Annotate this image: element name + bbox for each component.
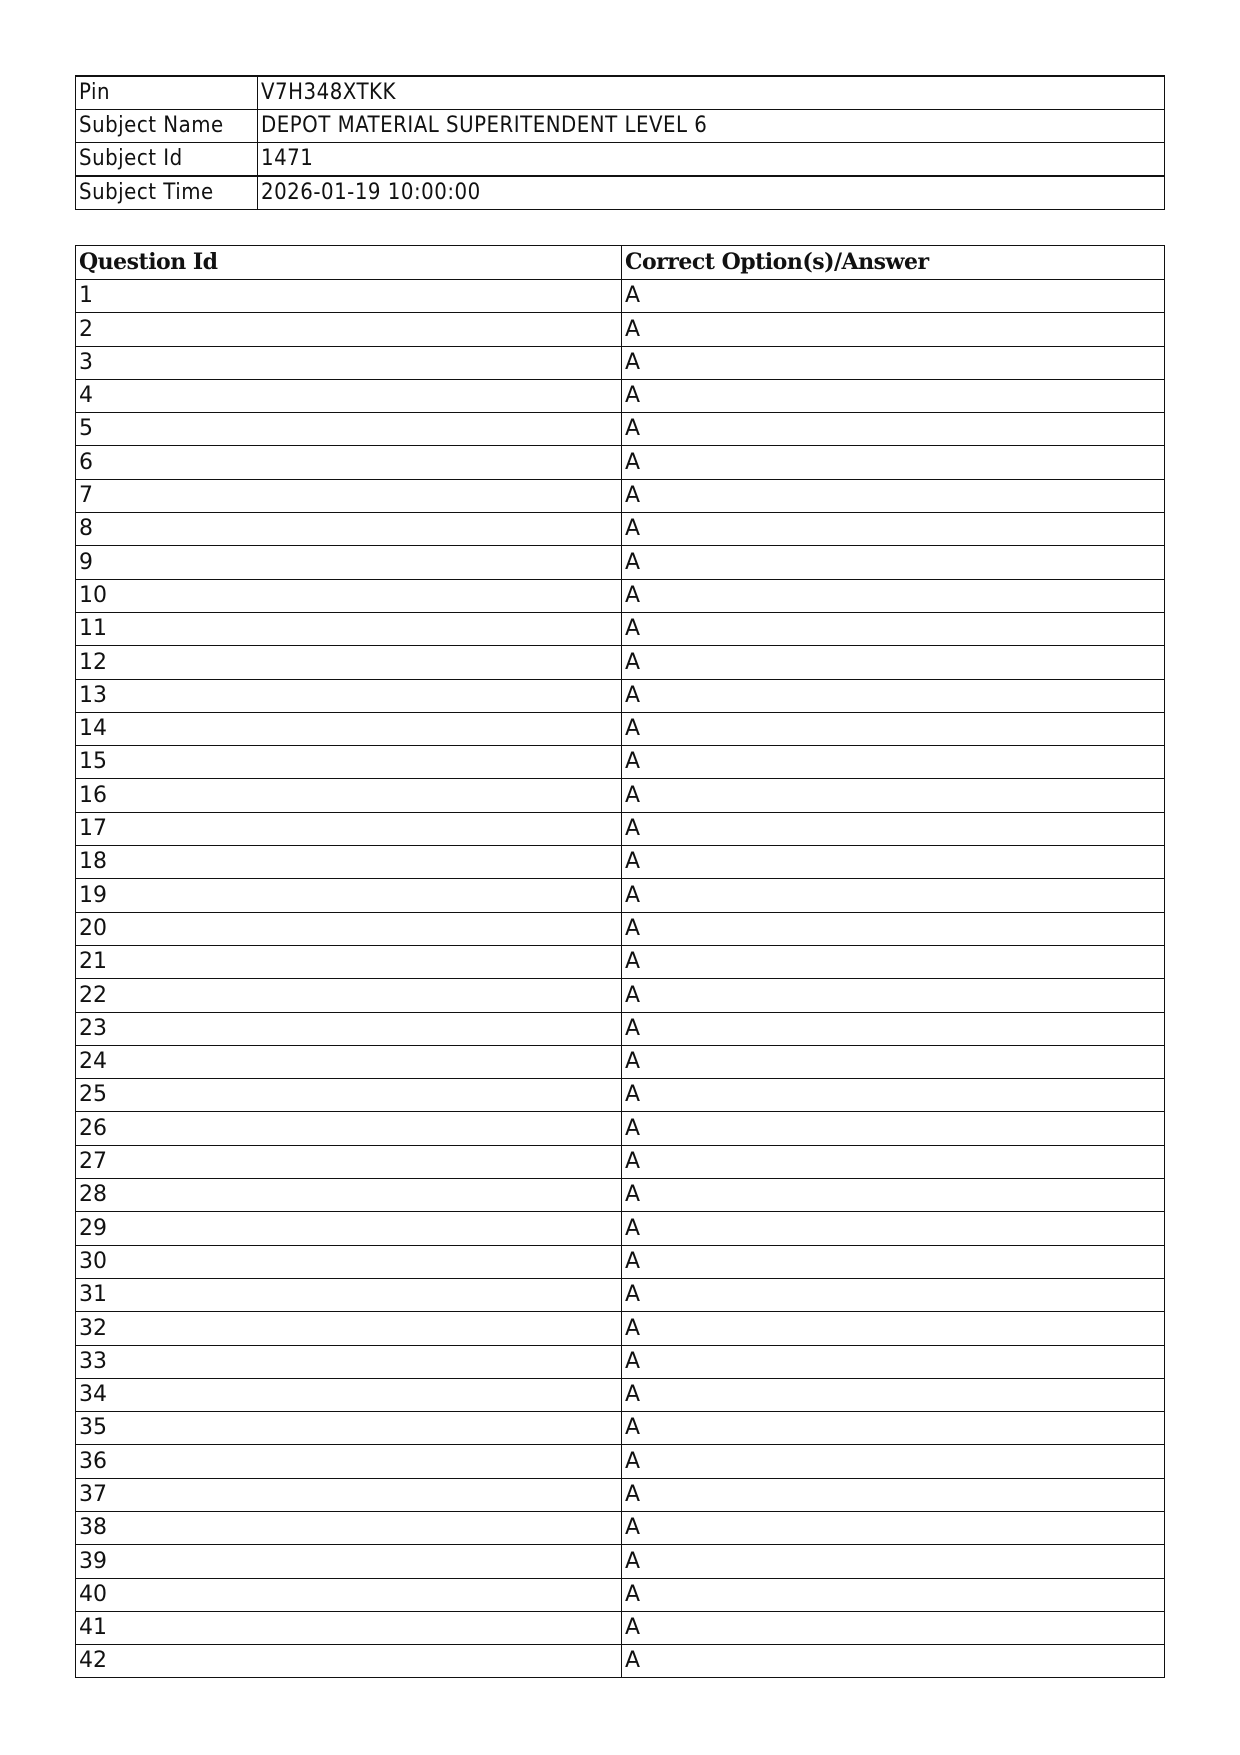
- question-id-cell: 21: [76, 945, 622, 978]
- question-id-cell: 18: [76, 846, 622, 879]
- question-id-cell: 37: [76, 1478, 622, 1511]
- correct-answer-cell: A: [622, 879, 1165, 912]
- correct-answer-cell: A: [622, 1445, 1165, 1478]
- table-row: [76, 1312, 1165, 1345]
- answer-key-header-row: [76, 246, 1165, 280]
- correct-answer-cell: A: [622, 1112, 1165, 1145]
- table-row: [76, 546, 1165, 579]
- info-row-subject-name: [76, 110, 1165, 143]
- table-row: [76, 1478, 1165, 1511]
- question-id-cell: 36: [76, 1445, 622, 1478]
- correct-answer-cell: A: [622, 413, 1165, 446]
- question-id-cell: 9: [76, 546, 622, 579]
- correct-answer-cell: A: [622, 679, 1165, 712]
- question-id-cell: 12: [76, 646, 622, 679]
- correct-answer-cell: A: [622, 1012, 1165, 1045]
- subject-info-table: [75, 75, 1165, 210]
- table-row: [76, 1345, 1165, 1378]
- question-id-cell: 30: [76, 1245, 622, 1278]
- question-id-cell: 29: [76, 1212, 622, 1245]
- question-id-cell: 14: [76, 712, 622, 745]
- table-row: [76, 579, 1165, 612]
- correct-answer-cell: A: [622, 712, 1165, 745]
- table-row: [76, 746, 1165, 779]
- table-row: [76, 1545, 1165, 1578]
- table-row: [76, 1511, 1165, 1544]
- correct-answer-cell: A: [622, 1179, 1165, 1212]
- table-row: [76, 1079, 1165, 1112]
- table-row: [76, 513, 1165, 546]
- correct-answer-cell: A: [622, 446, 1165, 479]
- column-header-correct-answer: Correct Option(s)/Answer: [622, 246, 1165, 280]
- table-row: [76, 346, 1165, 379]
- table-row: [76, 1045, 1165, 1078]
- question-id-cell: 26: [76, 1112, 622, 1145]
- question-id-cell: 2: [76, 313, 622, 346]
- question-id-cell: 5: [76, 413, 622, 446]
- table-row: [76, 679, 1165, 712]
- correct-answer-cell: A: [622, 1545, 1165, 1578]
- table-row: [76, 612, 1165, 645]
- question-id-cell: 34: [76, 1378, 622, 1411]
- table-row: [76, 1578, 1165, 1611]
- table-row: [76, 912, 1165, 945]
- question-id-cell: 20: [76, 912, 622, 945]
- correct-answer-cell: A: [622, 1212, 1165, 1245]
- table-row: [76, 280, 1165, 313]
- table-row: [76, 379, 1165, 412]
- correct-answer-cell: A: [622, 912, 1165, 945]
- correct-answer-cell: A: [622, 779, 1165, 812]
- correct-answer-cell: A: [622, 1278, 1165, 1311]
- correct-answer-cell: A: [622, 546, 1165, 579]
- question-id-cell: 39: [76, 1545, 622, 1578]
- question-id-cell: 19: [76, 879, 622, 912]
- info-row-pin: [76, 76, 1165, 110]
- question-id-cell: 41: [76, 1611, 622, 1644]
- correct-answer-cell: A: [622, 1045, 1165, 1078]
- correct-answer-cell: A: [622, 1079, 1165, 1112]
- question-id-cell: 31: [76, 1278, 622, 1311]
- table-row: [76, 1445, 1165, 1478]
- question-id-cell: 7: [76, 479, 622, 512]
- question-id-cell: 13: [76, 679, 622, 712]
- table-row: [76, 1378, 1165, 1411]
- question-id-cell: 27: [76, 1145, 622, 1178]
- table-row: [76, 846, 1165, 879]
- correct-answer-cell: A: [622, 1412, 1165, 1445]
- table-row: [76, 1412, 1165, 1445]
- question-id-cell: 40: [76, 1578, 622, 1611]
- correct-answer-cell: A: [622, 346, 1165, 379]
- table-row: [76, 1179, 1165, 1212]
- info-label: Subject Name: [76, 110, 258, 143]
- table-row: [76, 779, 1165, 812]
- correct-answer-cell: A: [622, 1645, 1165, 1678]
- question-id-cell: 28: [76, 1179, 622, 1212]
- column-header-question-id: Question Id: [76, 246, 622, 280]
- table-row: [76, 413, 1165, 446]
- table-row: [76, 1112, 1165, 1145]
- correct-answer-cell: A: [622, 1511, 1165, 1544]
- correct-answer-cell: A: [622, 1312, 1165, 1345]
- correct-answer-cell: A: [622, 1611, 1165, 1644]
- correct-answer-cell: A: [622, 612, 1165, 645]
- subject-info-body: [76, 76, 1165, 210]
- question-id-cell: 42: [76, 1645, 622, 1678]
- question-id-cell: 33: [76, 1345, 622, 1378]
- info-value: V7H348XTKK: [258, 76, 1165, 110]
- correct-answer-cell: A: [622, 513, 1165, 546]
- correct-answer-cell: A: [622, 280, 1165, 313]
- correct-answer-cell: A: [622, 1478, 1165, 1511]
- table-row: [76, 1611, 1165, 1644]
- table-row: [76, 945, 1165, 978]
- question-id-cell: 3: [76, 346, 622, 379]
- answer-key-table: [75, 245, 1165, 1678]
- question-id-cell: 17: [76, 812, 622, 845]
- question-id-cell: 8: [76, 513, 622, 546]
- table-row: [76, 1245, 1165, 1278]
- table-row: [76, 1012, 1165, 1045]
- correct-answer-cell: A: [622, 1345, 1165, 1378]
- correct-answer-cell: A: [622, 1245, 1165, 1278]
- correct-answer-cell: A: [622, 812, 1165, 845]
- info-label: Subject Id: [76, 143, 258, 177]
- question-id-cell: 10: [76, 579, 622, 612]
- table-row: [76, 446, 1165, 479]
- table-row: [76, 646, 1165, 679]
- table-row: [76, 1212, 1165, 1245]
- info-row-subject-id: [76, 143, 1165, 177]
- correct-answer-cell: A: [622, 646, 1165, 679]
- correct-answer-cell: A: [622, 746, 1165, 779]
- correct-answer-cell: A: [622, 1578, 1165, 1611]
- correct-answer-cell: A: [622, 979, 1165, 1012]
- question-id-cell: 32: [76, 1312, 622, 1345]
- info-value: DEPOT MATERIAL SUPERITENDENT LEVEL 6: [258, 110, 1165, 143]
- info-value: 1471: [258, 143, 1165, 177]
- info-value: 2026-01-19 10:00:00: [258, 176, 1165, 210]
- correct-answer-cell: A: [622, 579, 1165, 612]
- correct-answer-cell: A: [622, 945, 1165, 978]
- table-row: [76, 812, 1165, 845]
- table-row: [76, 479, 1165, 512]
- correct-answer-cell: A: [622, 479, 1165, 512]
- info-label: Subject Time: [76, 176, 258, 210]
- table-row: [76, 712, 1165, 745]
- question-id-cell: 35: [76, 1412, 622, 1445]
- question-id-cell: 24: [76, 1045, 622, 1078]
- info-label: Pin: [76, 76, 258, 110]
- table-row: [76, 879, 1165, 912]
- correct-answer-cell: A: [622, 1145, 1165, 1178]
- correct-answer-cell: A: [622, 379, 1165, 412]
- correct-answer-cell: A: [622, 846, 1165, 879]
- answer-key-body: [76, 280, 1165, 1678]
- question-id-cell: 16: [76, 779, 622, 812]
- table-row: [76, 1645, 1165, 1678]
- question-id-cell: 1: [76, 280, 622, 313]
- question-id-cell: 4: [76, 379, 622, 412]
- info-row-subject-time: [76, 176, 1165, 210]
- question-id-cell: 15: [76, 746, 622, 779]
- table-row: [76, 313, 1165, 346]
- correct-answer-cell: A: [622, 1378, 1165, 1411]
- correct-answer-cell: A: [622, 313, 1165, 346]
- table-row: [76, 1278, 1165, 1311]
- table-row: [76, 1145, 1165, 1178]
- question-id-cell: 23: [76, 1012, 622, 1045]
- question-id-cell: 22: [76, 979, 622, 1012]
- question-id-cell: 38: [76, 1511, 622, 1544]
- question-id-cell: 25: [76, 1079, 622, 1112]
- question-id-cell: 6: [76, 446, 622, 479]
- question-id-cell: 11: [76, 612, 622, 645]
- table-row: [76, 979, 1165, 1012]
